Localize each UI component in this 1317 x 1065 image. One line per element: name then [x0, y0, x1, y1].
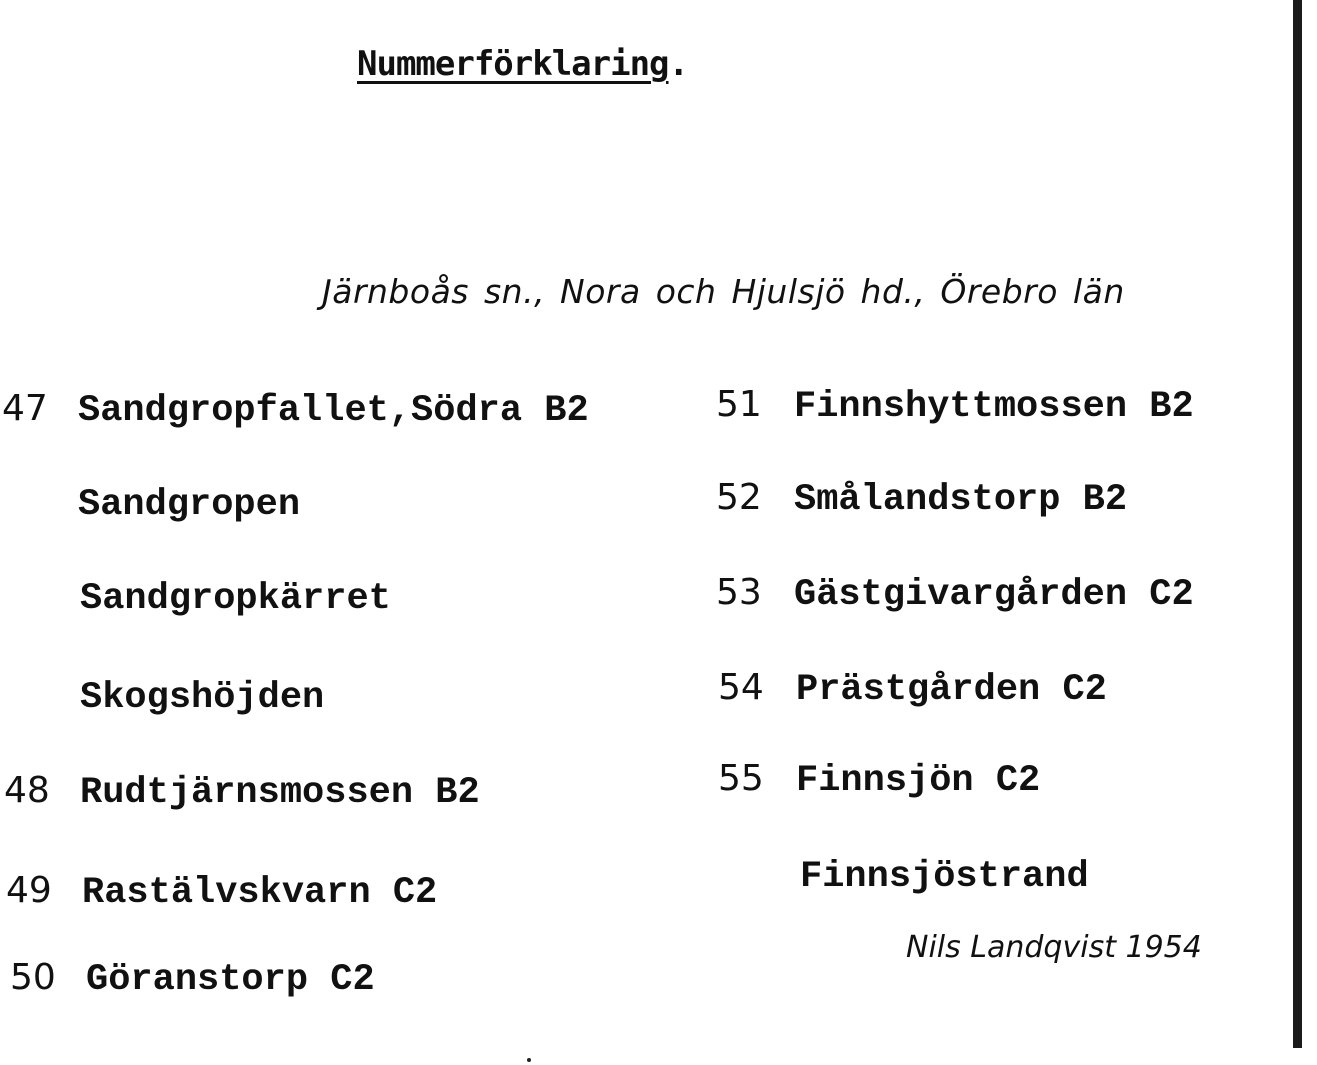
- entry-number: 47: [2, 388, 48, 429]
- scan-speck: [527, 1058, 531, 1062]
- entry-number: 55: [718, 758, 764, 799]
- scan-edge-bar: [1293, 0, 1302, 1048]
- entry-name: Rastälvskvarn C2: [82, 872, 438, 914]
- place-entry-skogshojden: [4, 677, 324, 719]
- document-title: [357, 44, 688, 84]
- entry-name: Sandgropfallet,Södra B2: [78, 390, 589, 432]
- place-entry-48: [4, 770, 480, 814]
- place-entry-sandgropkarret: [4, 578, 391, 620]
- entry-number: 51: [716, 384, 762, 425]
- entry-name: Skogshöjden: [80, 677, 325, 719]
- entry-number: 54: [718, 667, 764, 708]
- place-entry-55: [718, 758, 1040, 802]
- place-entry-50: [10, 957, 375, 1001]
- place-entry-51: [716, 384, 1194, 428]
- entry-name: Finnsjön C2: [796, 760, 1041, 802]
- place-entry-53: [716, 572, 1194, 616]
- entry-name: Finnsjöstrand: [800, 856, 1089, 898]
- place-entry-sandgropen: [2, 484, 300, 526]
- place-entry-finnsjostrand: [722, 856, 1089, 898]
- entry-number: 52: [716, 477, 762, 518]
- entry-number: 48: [4, 770, 50, 811]
- title-text: Nummerförklaring: [357, 44, 669, 84]
- entry-name: Prästgården C2: [796, 669, 1107, 711]
- title-dot: .: [668, 44, 688, 84]
- place-entry-54: [718, 667, 1107, 711]
- entry-name: Smålandstorp B2: [794, 479, 1128, 521]
- entry-name: Gästgivargården C2: [794, 574, 1194, 616]
- entry-name: Sandgropen: [78, 484, 301, 526]
- entry-name: Finnshyttmossen B2: [794, 386, 1194, 428]
- parish-subtitle: Järnboås sn., Nora och Hjulsjö hd., Örebro län: [322, 272, 1125, 311]
- entry-number: 49: [6, 870, 52, 911]
- place-entry-49: [6, 870, 437, 914]
- entry-number: 53: [716, 572, 762, 613]
- entry-name: Rudtjärnsmossen B2: [80, 772, 480, 814]
- author-signature: Nils Landqvist 1954: [906, 930, 1202, 965]
- place-entry-47: [2, 388, 589, 432]
- place-entry-52: [716, 477, 1127, 521]
- entry-name: Sandgropkärret: [80, 578, 391, 620]
- entry-name: Göranstorp C2: [86, 959, 375, 1001]
- entry-number: 50: [10, 957, 56, 998]
